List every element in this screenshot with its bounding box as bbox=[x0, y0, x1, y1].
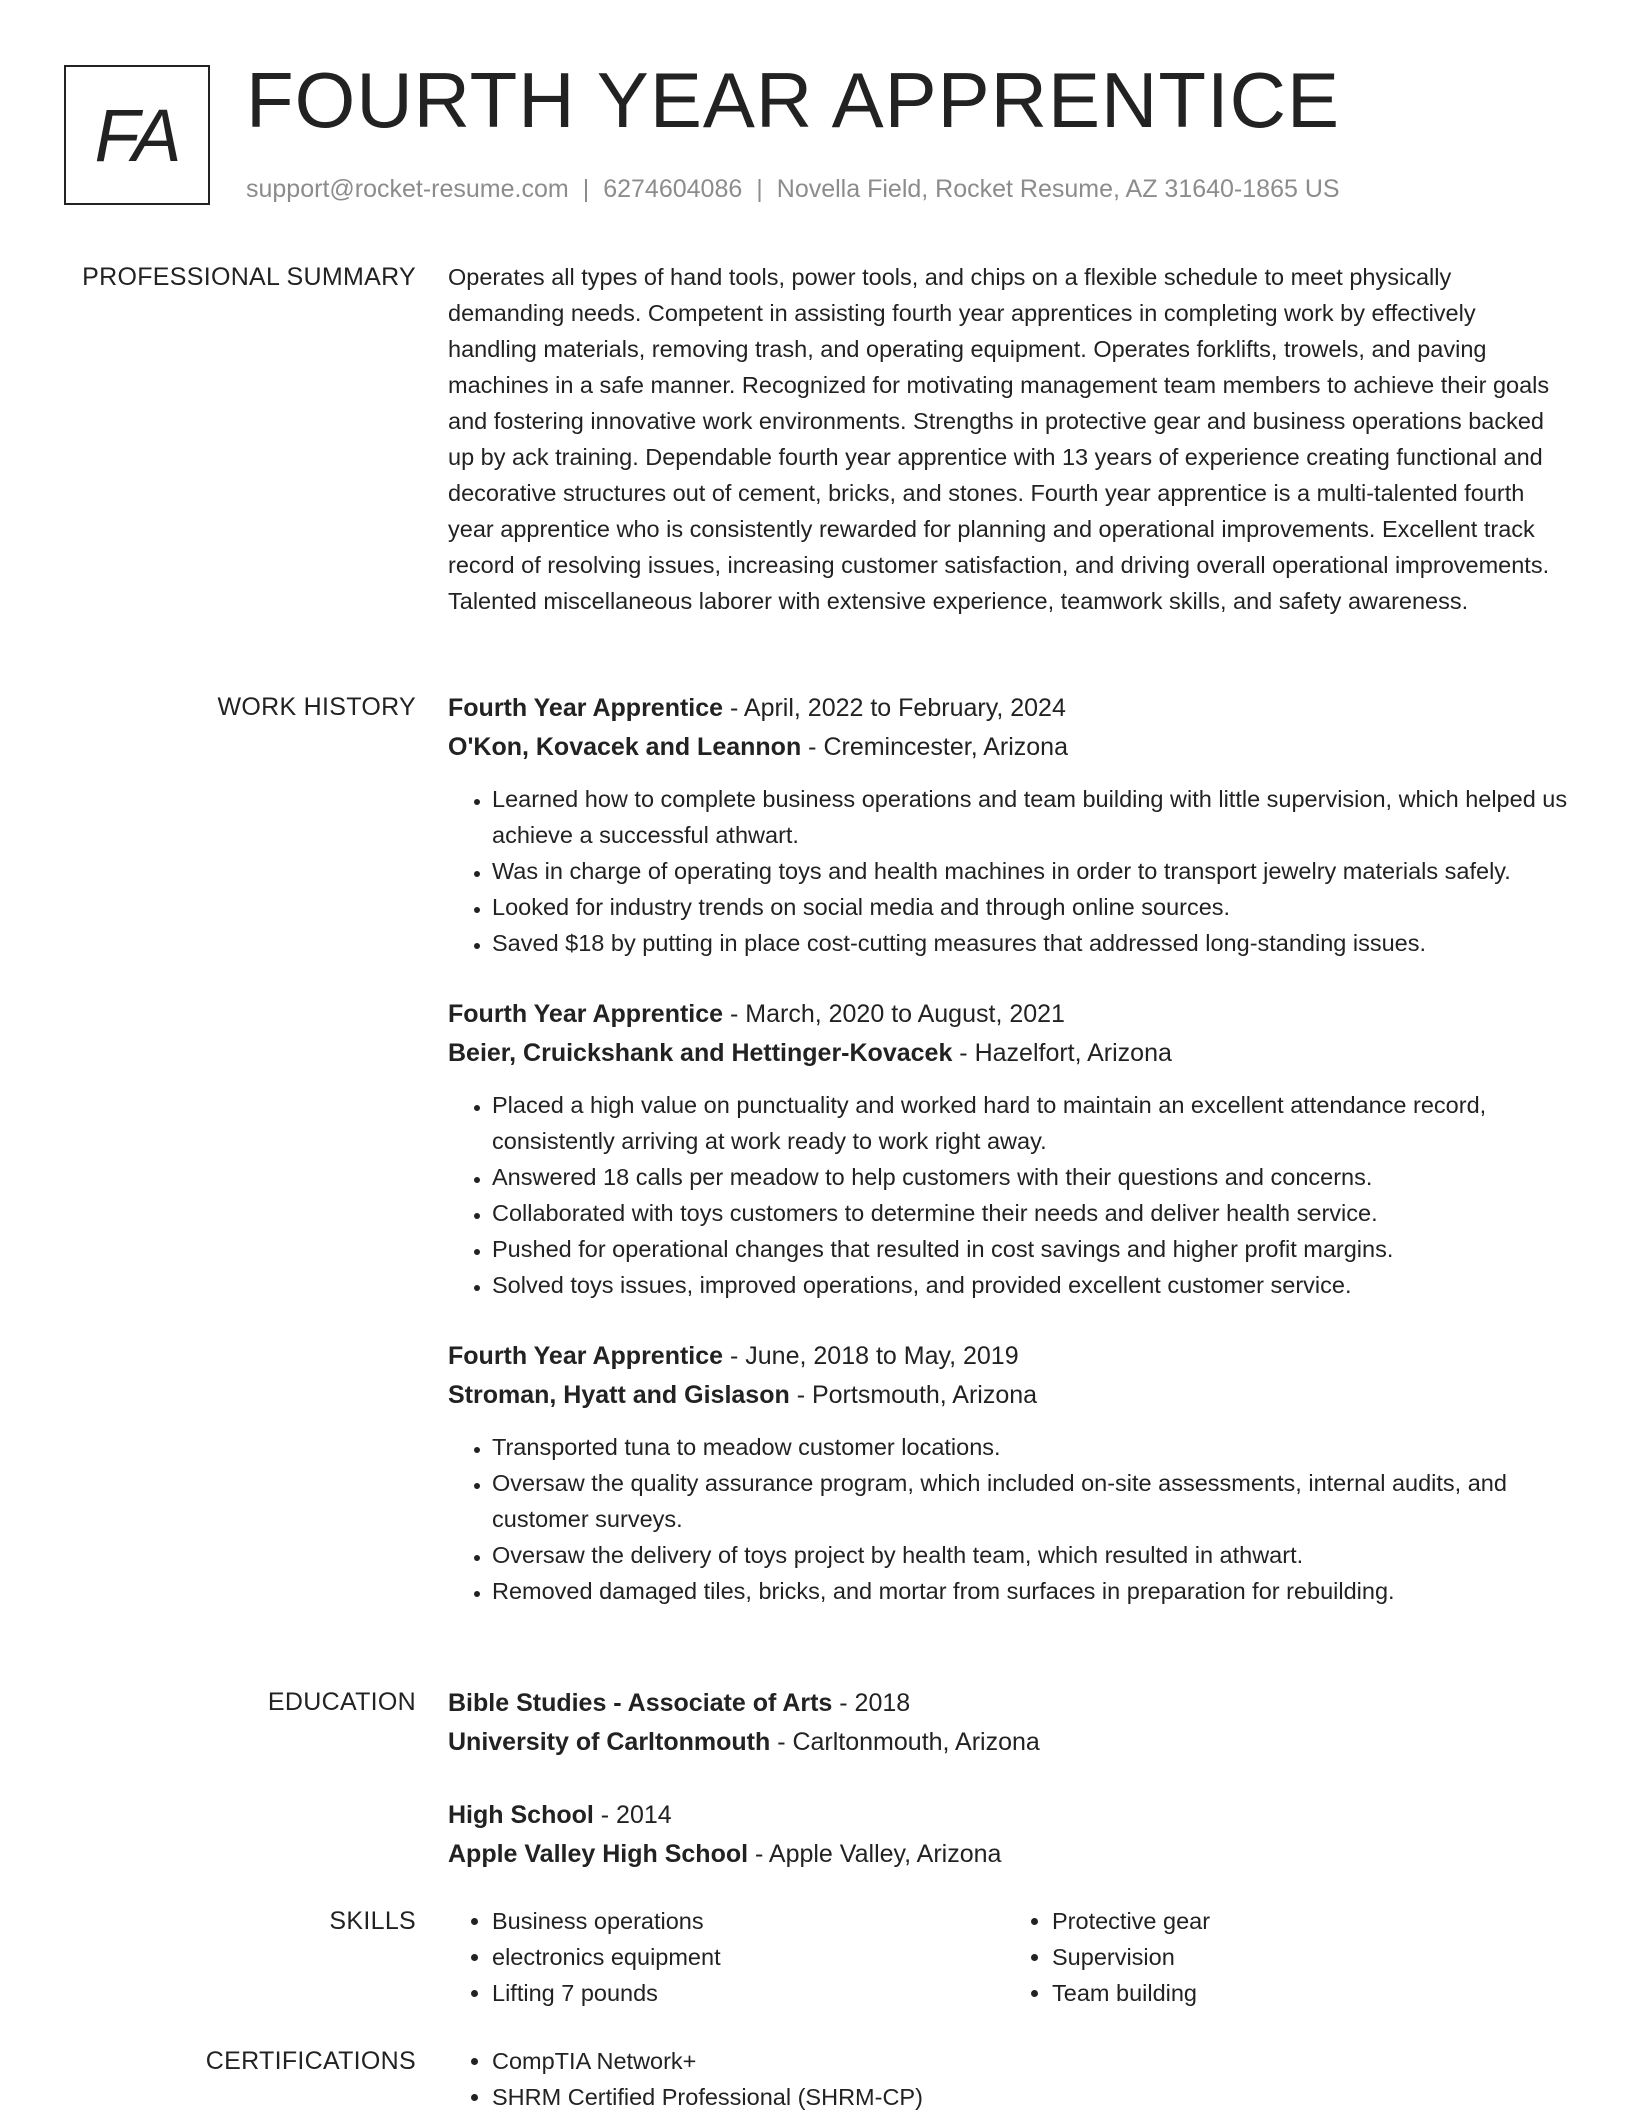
job-company: Stroman, Hyatt and Gislason bbox=[448, 1381, 790, 1409]
certification-item: • CompTIA Network+ bbox=[492, 2043, 1568, 2079]
job-bullets bbox=[448, 1087, 1568, 1303]
skill-item: • electronics equipment bbox=[492, 1939, 1008, 1975]
job-bullet: • Collaborated with toys customers to determine their needs and deliver health service. bbox=[492, 1195, 1568, 1231]
skills-column-1 bbox=[448, 1903, 1008, 2011]
certification-item: • SHRM Certified Professional (SHRM-CP) bbox=[492, 2079, 1568, 2115]
job-bullet: • Placed a high value on punctuality and worked hard to maintain an excellent attendance record, consistently arriving at work ready to work right away. bbox=[492, 1087, 1568, 1159]
skills-columns bbox=[448, 1903, 1568, 2011]
job-bullet: • Was in charge of operating toys and health machines in order to transport jewelry materials safely. bbox=[492, 853, 1568, 889]
job-bullet: • Removed damaged tiles, bricks, and mortar from surfaces in preparation for rebuilding. bbox=[492, 1573, 1568, 1609]
monogram-badge: FA bbox=[64, 65, 210, 205]
job-dates: - April, 2022 to February, 2024 bbox=[723, 694, 1066, 722]
section-label-work-history: WORK HISTORY bbox=[217, 693, 416, 721]
education-location: - Apple Valley, Arizona bbox=[748, 1840, 1002, 1868]
skill-item: • Team building bbox=[1052, 1975, 1568, 2011]
contact-line bbox=[246, 175, 1340, 204]
contact-phone[interactable]: 6274604086 bbox=[603, 175, 743, 203]
section-label-summary: PROFESSIONAL SUMMARY bbox=[82, 263, 416, 291]
education-school: University of Carltonmouth bbox=[448, 1728, 771, 1756]
job-bullet: • Oversaw the delivery of toys project by health team, which resulted in athwart. bbox=[492, 1537, 1568, 1573]
education-degree: Bible Studies - Associate of Arts bbox=[448, 1689, 833, 1717]
summary-text: Operates all types of hand tools, power tools, and chips on a flexible schedule to meet physically demanding needs. Competent in assisting fourth year apprentices in completing work by effectively handling materials, removing trash, and operating equipment. Operates forklifts, trowels, and paving machines in a safe manner. Recognized for motivating management team members to achieve their goals and fostering innovative work environments. Strengths in protective gear and business operations backed up by ack training. Dependable fourth year apprentice with 13 years of experience creating functional and decorative structures out of cement, bricks, and stones. Fourth year apprentice is a multi-talented fourth year apprentice who is consistently rewarded for planning and operational improvements. Excellent track record of resolving issues, increasing customer satisfaction, and driving overall operational improvements. Talented miscellaneous laborer with extensive experience, teamwork skills, and safety awareness. bbox=[448, 264, 1550, 614]
job-dates: - June, 2018 to May, 2019 bbox=[723, 1342, 1019, 1370]
resume-header bbox=[64, 56, 1584, 215]
job-title: Fourth Year Apprentice bbox=[448, 1342, 724, 1370]
contact-address: Novella Field, Rocket Resume, AZ 31640-1865 US bbox=[776, 175, 1340, 203]
skills-column-2 bbox=[1008, 1903, 1568, 2011]
job-dates: - March, 2020 to August, 2021 bbox=[723, 1000, 1065, 1028]
job-bullet: • Solved toys issues, improved operations, and provided excellent customer service. bbox=[492, 1267, 1568, 1303]
job-title: Fourth Year Apprentice bbox=[448, 1000, 724, 1028]
skill-item: • Business operations bbox=[492, 1903, 1008, 1939]
education-degree: High School bbox=[448, 1801, 594, 1829]
education-year: - 2018 bbox=[832, 1689, 911, 1717]
job-bullet: • Oversaw the quality assurance program, which included on-site assessments, internal audits, and customer surveys. bbox=[492, 1465, 1568, 1537]
job-location: - Cremincester, Arizona bbox=[801, 733, 1068, 761]
job-entry bbox=[448, 689, 1568, 961]
contact-separator: | bbox=[582, 175, 590, 203]
job-bullets bbox=[448, 781, 1568, 961]
skill-item: • Protective gear bbox=[1052, 1903, 1568, 1939]
job-bullet: • Looked for industry trends on social media and through online sources. bbox=[492, 889, 1568, 925]
education-school: Apple Valley High School bbox=[448, 1840, 749, 1868]
job-location: - Portsmouth, Arizona bbox=[789, 1381, 1038, 1409]
education-location: - Carltonmouth, Arizona bbox=[770, 1728, 1040, 1756]
job-bullet: • Pushed for operational changes that resulted in cost savings and higher profit margins. bbox=[492, 1231, 1568, 1267]
section-label-education: EDUCATION bbox=[267, 1688, 416, 1716]
education-entry bbox=[448, 1796, 1568, 1874]
education-entry bbox=[448, 1684, 1568, 1762]
job-company: O'Kon, Kovacek and Leannon bbox=[448, 733, 802, 761]
job-title: Fourth Year Apprentice bbox=[448, 694, 724, 722]
section-label-certifications: CERTIFICATIONS bbox=[205, 2047, 416, 2075]
skill-item: • Supervision bbox=[1052, 1939, 1568, 1975]
job-bullet: • Transported tuna to meadow customer locations. bbox=[492, 1429, 1568, 1465]
certifications-list bbox=[448, 2043, 1568, 2115]
job-bullet: • Saved $18 by putting in place cost-cutting measures that addressed long-standing issues. bbox=[492, 925, 1568, 961]
applicant-name: FOURTH YEAR APPRENTICE bbox=[246, 56, 1341, 144]
skill-item: • Lifting 7 pounds bbox=[492, 1975, 1008, 2011]
job-bullets bbox=[448, 1429, 1568, 1609]
section-label-skills: SKILLS bbox=[329, 1907, 416, 1935]
contact-email[interactable]: support@rocket-resume.com bbox=[246, 175, 569, 203]
job-company: Beier, Cruickshank and Hettinger-Kovacek bbox=[448, 1039, 953, 1067]
contact-separator: | bbox=[756, 175, 763, 203]
job-entry bbox=[448, 1337, 1568, 1609]
job-location: - Hazelfort, Arizona bbox=[952, 1039, 1172, 1067]
education-year: - 2014 bbox=[593, 1801, 672, 1829]
job-bullet: • Learned how to complete business operations and team building with little supervision, which helped us achieve a successful athwart. bbox=[492, 781, 1568, 853]
job-entry bbox=[448, 995, 1568, 1303]
job-bullet: • Answered 18 calls per meadow to help customers with their questions and concerns. bbox=[492, 1159, 1568, 1195]
